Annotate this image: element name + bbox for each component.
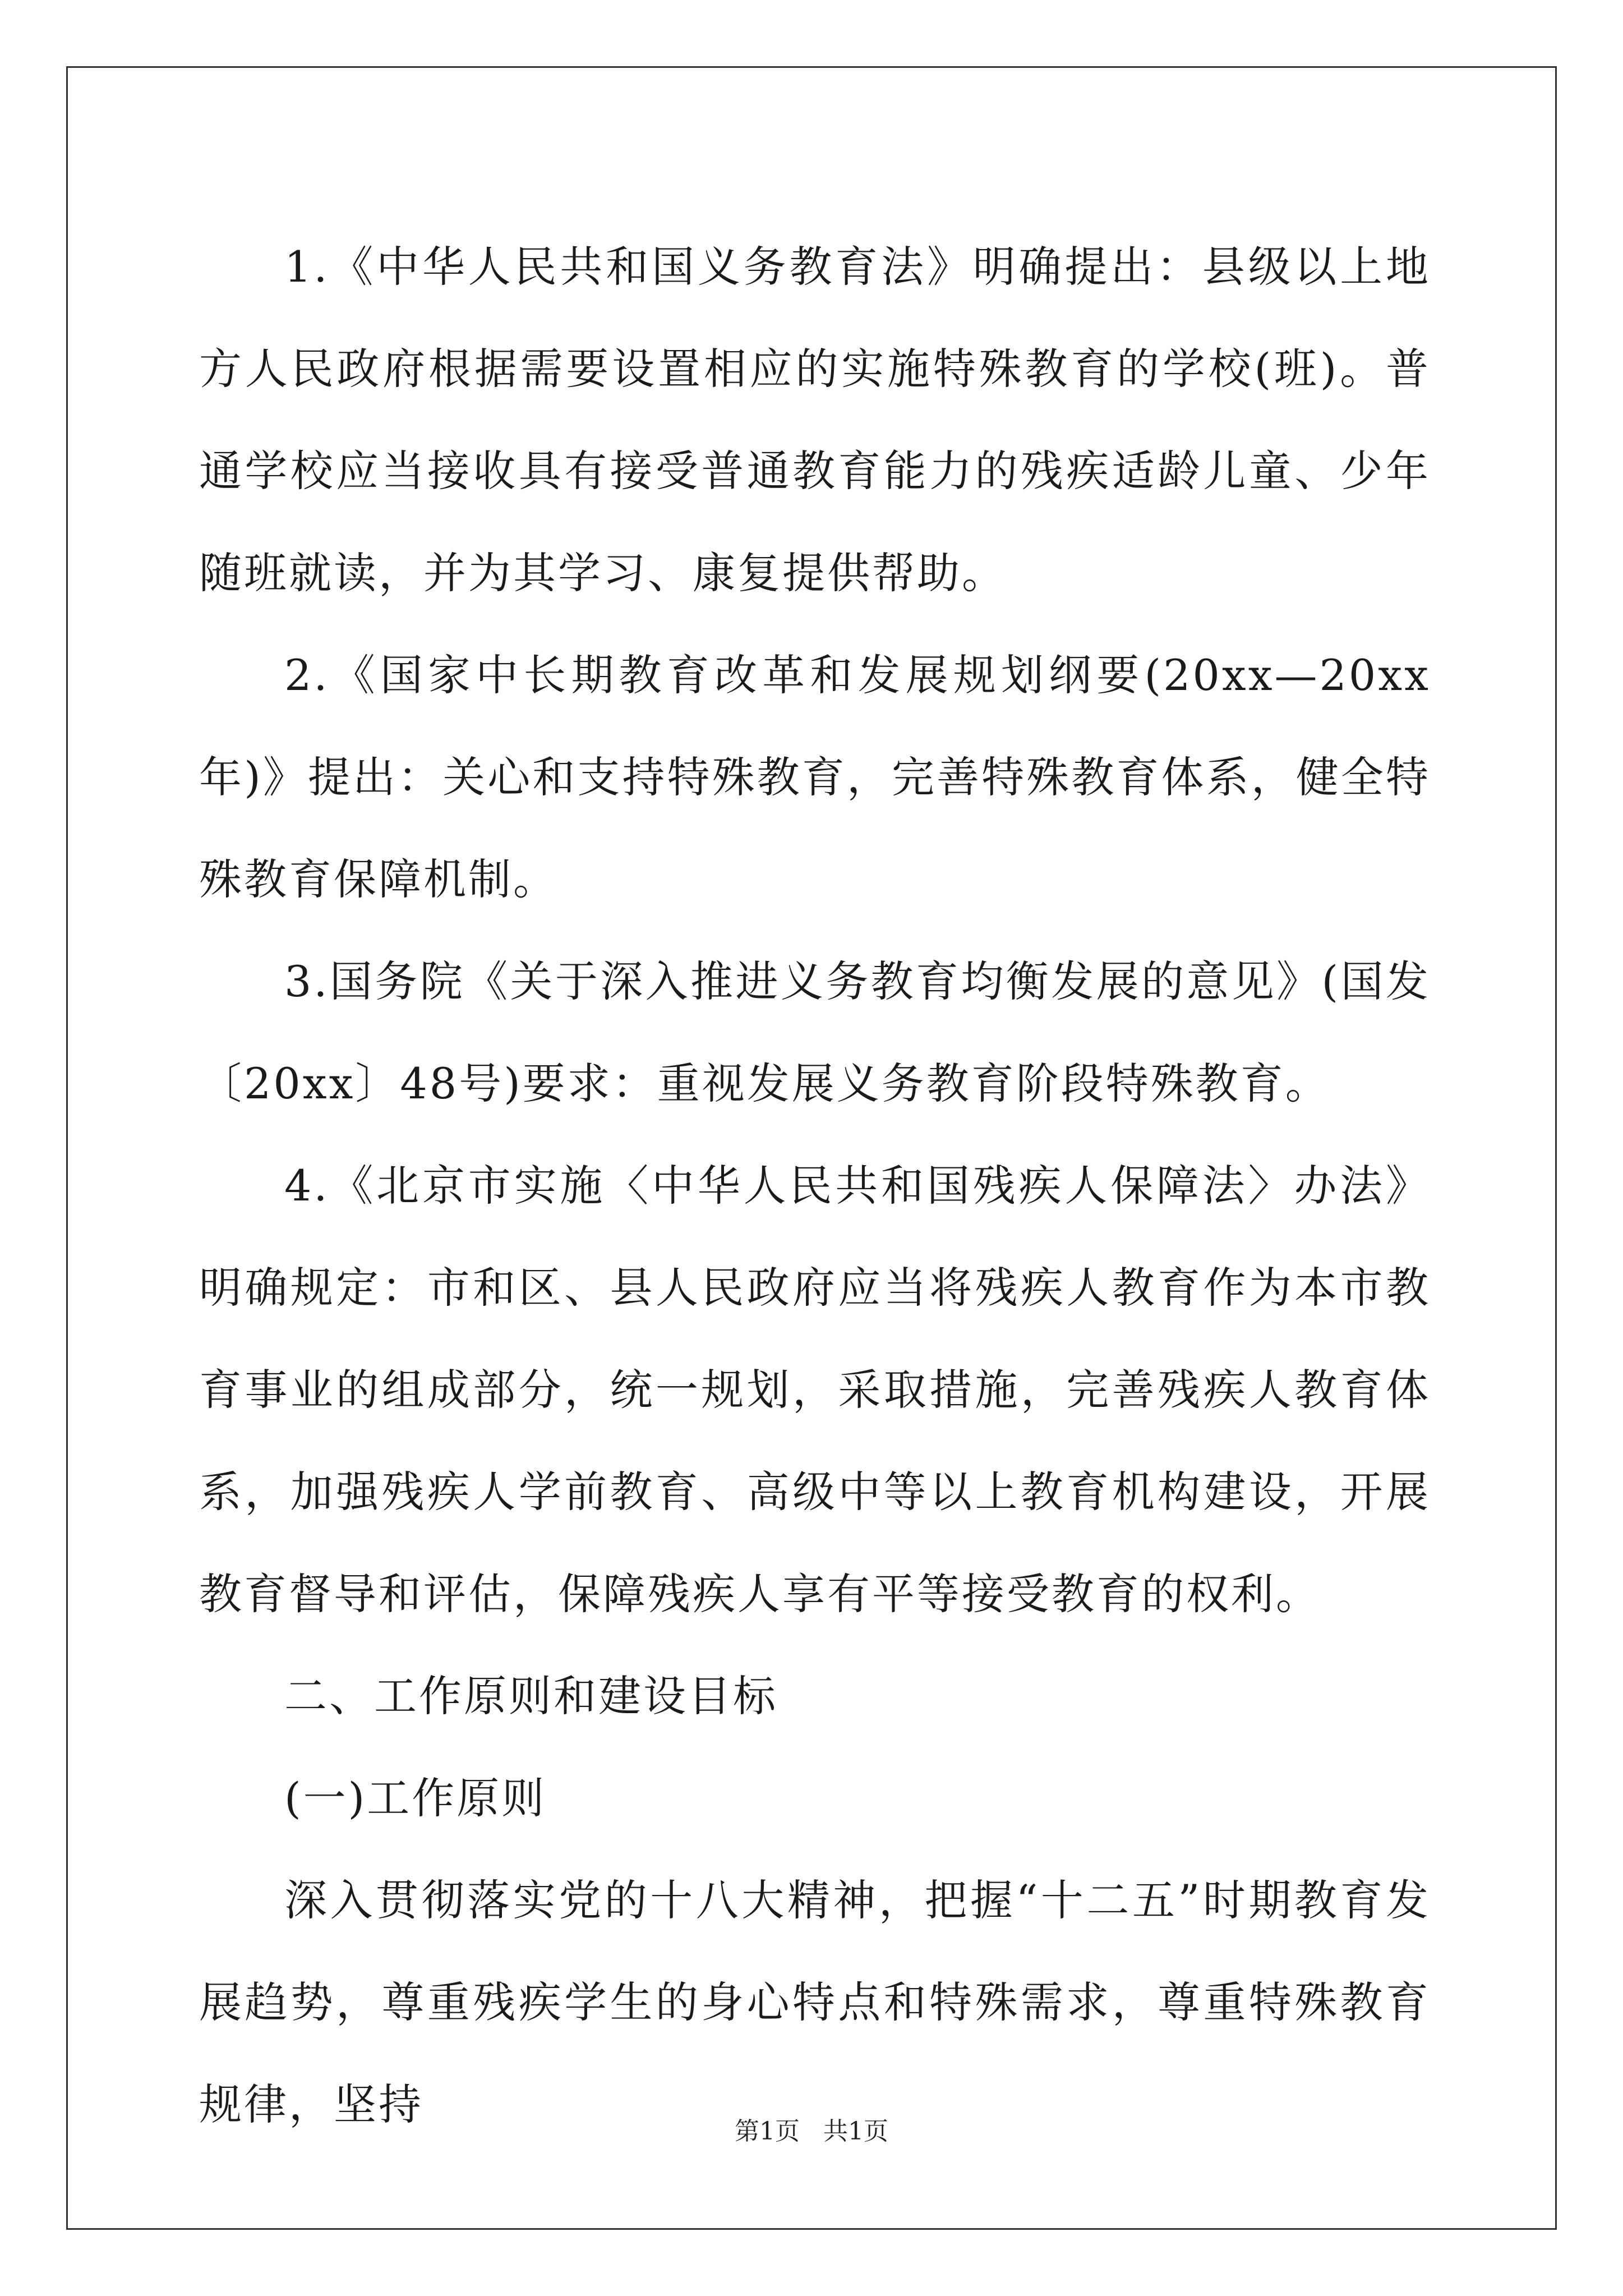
paragraph-law-compulsory-education: 1.《中华人民共和国义务教育法》明确提出：县级以上地方人民政府根据需要设置相应的实施特殊教育的学校(班)。普通学校应当接收具有接受普通教育能力的残疾适龄儿童、少年随班就读，并为其学习、康复提供帮助。 — [199, 242, 1431, 598]
paragraph-national-plan: 2.《国家中长期教育改革和发展规划纲要(20xx—20xx年)》提出：关心和支持特殊教育，完善特殊教育体系，健全特殊教育保障机制。 — [199, 650, 1431, 904]
paragraph-principles-body: 深入贯彻落实党的十八大精神，把握“十二五”时期教育发展趋势，尊重残疾学生的身心特点和特殊需求，尊重特殊教育规律，坚持 — [199, 1875, 1431, 2129]
subsection-heading-work-principles: (一)工作原则 — [284, 1773, 547, 1823]
document-body — [199, 216, 1431, 2156]
paragraph-state-council-opinion: 3.国务院《关于深入推进义务教育均衡发展的意见》(国发〔20xx〕48号)要求：重视发展义务教育阶段特殊教育。 — [199, 956, 1431, 1108]
page-footer: 第1页 共1页 — [735, 2117, 888, 2146]
paragraph-beijing-regulation: 4.《北京市实施〈中华人民共和国残疾人保障法〉办法》明确规定：市和区、县人民政府应当将残疾人教育作为本市教育事业的组成部分，统一规划，采取措施，完善残疾人教育体系，加强残疾人学前教育、高级中等以上教育机构建设，开展教育督导和评估，保障残疾人享有平等接受教育的权利。 — [199, 1161, 1431, 1619]
section-heading-principles-goals: 二、工作原则和建设目标 — [284, 1671, 778, 1721]
